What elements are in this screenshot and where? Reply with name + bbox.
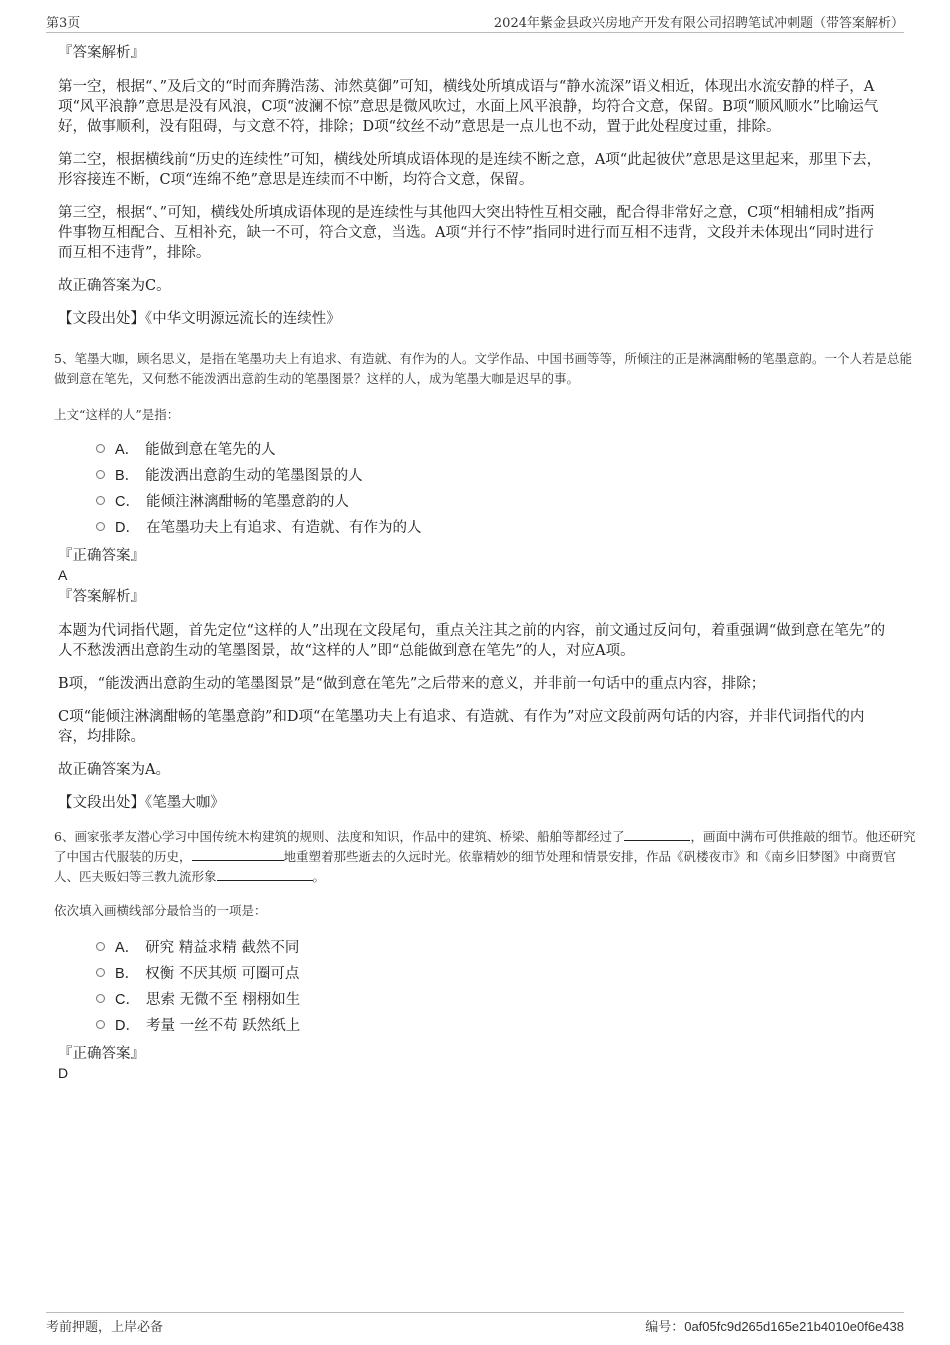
option-c[interactable]: C． 思索 无微不至 栩栩如生	[96, 985, 888, 1011]
option-d[interactable]: D． 在笔墨功夫上有追求、有造就、有作为的人	[96, 513, 888, 539]
radio-icon[interactable]	[96, 968, 105, 977]
page-footer	[46, 1312, 904, 1335]
radio-icon[interactable]	[96, 522, 105, 531]
analysis-paragraph: 本题为代词指代题，首先定位“这样的人”出现在文段尾句，重点关注其之前的内容，前文通过反问句，着重强调“做到意在笔先”的人不愁泼洒出意韵生动的笔墨图景，故“这样的人”即“总能做到意在笔先”的人，对应A项。	[58, 623, 886, 659]
correct-answer-label: 『正确答案』	[58, 548, 145, 564]
option-b[interactable]: B． 权衡 不厌其烦 可圈可点	[96, 959, 888, 985]
radio-icon[interactable]	[96, 942, 105, 951]
option-a[interactable]: A． 能做到意在笔先的人	[96, 435, 888, 461]
page-content	[54, 44, 916, 1082]
analysis-label: 『答案解析』	[58, 589, 145, 605]
question-5	[54, 349, 912, 813]
analysis-paragraph: 第三空，根据“、”可知，横线处所填成语体现的是连续性与其他四大突出特性互相交融，配合得非常好之意，C项“相辅相成”指两件事物互相配合、互相补充，缺一不可，符合文意，当选。A项“并行不悖”指同时进行而互相不违背，文段并未体现出“同时进行而互相不违背”，排除。	[58, 205, 875, 261]
correct-answer: A	[58, 567, 68, 583]
answer-blank	[217, 868, 313, 881]
passage-source: 【文段出处】《笔墨大咖》	[58, 795, 225, 811]
question-6	[54, 827, 916, 1082]
option-list	[96, 933, 888, 1037]
option-b[interactable]: B． 能泼洒出意韵生动的笔墨图景的人	[96, 461, 888, 487]
analysis-conclusion: 故正确答案为A。	[58, 762, 170, 778]
analysis-conclusion: 故正确答案为C。	[58, 278, 171, 294]
radio-icon[interactable]	[96, 994, 105, 1003]
analysis-paragraph: B项，“能泼洒出意韵生动的笔墨图景”是“做到意在笔先”之后带来的意义，并非前一句话中的重点内容，排除；	[58, 676, 766, 692]
question-prompt: 依次填入画横线部分最恰当的一项是：	[54, 903, 267, 918]
page-number: 第3页	[46, 16, 81, 31]
analysis-paragraph: C项“能倾注淋漓酣畅的笔墨意韵”和D项“在笔墨功夫上有追求、有造就、有作为”对应文段前两句话的内容，并非代词指代的内容，均排除。	[58, 709, 865, 745]
passage-source: 【文段出处】《中华文明源远流长的连续性》	[58, 311, 341, 327]
option-d[interactable]: D． 考量 一丝不苟 跃然纸上	[96, 1011, 888, 1037]
analysis-paragraph: 第一空，根据“、”及后文的“时而奔腾浩荡、沛然莫御”可知，横线处所填成语与“静水流深”语义相近，体现出水流安静的样子，A项“风平浪静”意思是没有风浪，C项“波澜不惊”意思是微风吹过，水面上风平浪静，均符合文意，保留。B项“顺风顺水”比喻运气好，做事顺利，没有阻碍，与文意不符，排除；D项“纹丝不动”意思是一点儿也不动，置于此处程度过重，排除。	[58, 79, 879, 135]
answer-blank	[192, 848, 284, 861]
option-a[interactable]: A． 研究 精益求精 截然不同	[96, 933, 888, 959]
analysis-label: 『答案解析』	[58, 45, 145, 61]
analysis-paragraph: 第二空，根据横线前“历史的连续性”可知，横线处所填成语体现的是连续不断之意，A项“此起彼伏”意思是这里起来，那里下去，形容接连不断，C项“连绵不绝”意思是连续而不中断，均符合文意，保留。	[58, 152, 882, 188]
page-header	[46, 12, 904, 33]
question-prompt: 上文“这样的人”是指：	[54, 407, 180, 422]
question-stem: 6、画家张孝友潜心学习中国传统木构建筑的规则、法度和知识，作品中的建筑、桥梁、船舶等都经过了 ，画面中满布可供推敲的细节。他还研究了中国古代服装的历史， 地重塑着那些逝去的久远时光。依靠精妙的细节处理和情景安排，作品《矾楼夜市》和《南乡旧梦图》中商贾官人、匹夫贩妇等三教九流形象 。	[54, 829, 916, 884]
radio-icon[interactable]	[96, 470, 105, 479]
option-list	[96, 435, 888, 539]
radio-icon[interactable]	[96, 496, 105, 505]
question-stem: 5、笔墨大咖，顾名思义，是指在笔墨功夫上有追求、有造就、有作为的人。文学作品、中国书画等等，所倾注的正是淋漓酣畅的笔墨意韵。一个人若是总能做到意在笔先，又何愁不能泼洒出意韵生动的笔墨图景？这样的人，成为笔墨大咖是迟早的事。	[54, 351, 912, 386]
radio-icon[interactable]	[96, 1020, 105, 1029]
radio-icon[interactable]	[96, 444, 105, 453]
question-4-analysis	[58, 44, 888, 329]
footer-slogan: 考前押题，上岸必备	[46, 1320, 164, 1335]
correct-answer: D	[58, 1065, 69, 1081]
correct-answer-label: 『正确答案』	[58, 1046, 145, 1062]
answer-blank	[624, 828, 690, 841]
option-c[interactable]: C． 能倾注淋漓酣畅的笔墨意韵的人	[96, 487, 888, 513]
document-title: 2024年紫金县政兴房地产开发有限公司招聘笔试冲刺题（带答案解析）	[493, 16, 904, 31]
document-code: 编号：0af05fc9d265d165e21b4010e0f6e438	[645, 1319, 904, 1335]
